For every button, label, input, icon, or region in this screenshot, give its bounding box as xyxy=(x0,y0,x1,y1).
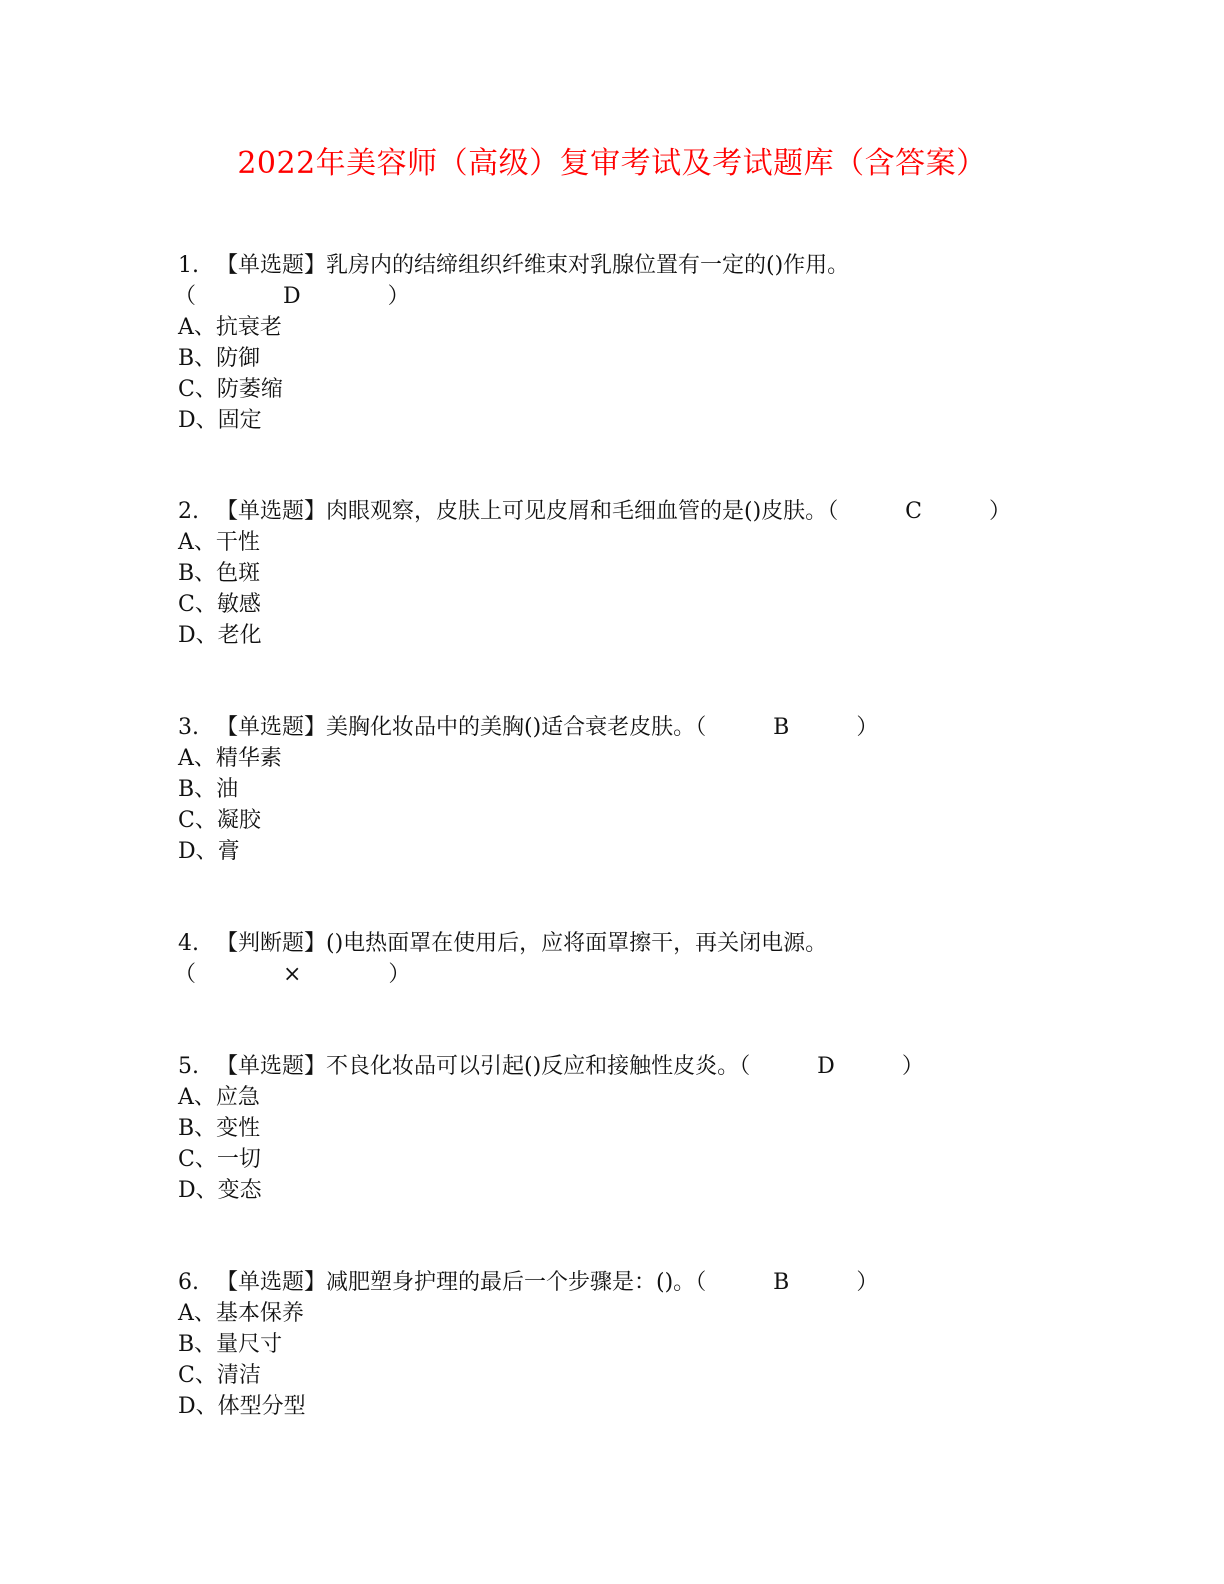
option-a: A、抗衰老 xyxy=(178,315,282,340)
answer-paren: （ B ） xyxy=(695,1270,909,1295)
question-stem-line xyxy=(178,1267,1058,1298)
option-b: B、防御 xyxy=(178,346,261,371)
question-number: 3. xyxy=(178,715,199,740)
option-d: D、变态 xyxy=(178,1178,262,1203)
question-5 xyxy=(178,1051,1058,1206)
answer-paren: （ D ） xyxy=(174,284,450,309)
question-stem-line xyxy=(178,1051,1058,1082)
option-b: B、变性 xyxy=(178,1116,261,1141)
question-type: 【单选题】 xyxy=(216,1054,327,1079)
question-stem-line xyxy=(178,928,1058,959)
option-b: B、色斑 xyxy=(178,561,261,586)
question-type: 【单选题】 xyxy=(216,253,327,278)
page-title: 2022年美容师（高级）复审考试及考试题库（含答案） xyxy=(237,146,987,181)
question-4 xyxy=(174,928,1058,990)
question-1 xyxy=(174,250,1058,436)
answer-paren: （ B ） xyxy=(695,715,909,740)
question-type: 【判断题】 xyxy=(216,931,327,956)
question-3 xyxy=(178,712,1058,867)
option-d: D、老化 xyxy=(178,623,262,648)
option-c: C、敏感 xyxy=(178,592,261,617)
option-d: D、体型分型 xyxy=(178,1394,306,1419)
option-a: A、干性 xyxy=(178,530,260,555)
question-stem: 肉眼观察，皮肤上可见皮屑和毛细血管的是()皮肤。 xyxy=(326,499,828,524)
question-6 xyxy=(178,1267,1058,1422)
option-c: C、一切 xyxy=(178,1147,261,1172)
option-d: D、固定 xyxy=(178,408,262,433)
question-stem: 减肥塑身护理的最后一个步骤是：()。 xyxy=(326,1270,696,1295)
option-a: A、精华素 xyxy=(178,746,282,771)
question-type: 【单选题】 xyxy=(216,715,327,740)
question-type: 【单选题】 xyxy=(216,499,327,524)
answer-paren: （ C ） xyxy=(827,499,1042,524)
question-number: 2. xyxy=(178,499,199,524)
question-stem: 乳房内的结缔组织纤维束对乳腺位置有一定的()作用。 xyxy=(326,253,850,278)
question-2 xyxy=(178,496,1058,651)
question-stem: 不良化妆品可以引起()反应和接触性皮炎。 xyxy=(326,1054,740,1079)
option-c: C、防萎缩 xyxy=(178,377,283,402)
option-a: A、应急 xyxy=(178,1085,260,1110)
option-d: D、膏 xyxy=(178,839,240,864)
option-c: C、凝胶 xyxy=(178,808,261,833)
question-stem: 美胸化妆品中的美胸()适合衰老皮肤。 xyxy=(326,715,696,740)
option-a: A、基本保养 xyxy=(178,1301,304,1326)
question-stem-line xyxy=(178,712,1058,743)
question-number: 5. xyxy=(178,1054,199,1079)
answer-paren: （ D ） xyxy=(739,1054,954,1079)
question-stem-line xyxy=(178,250,1058,281)
option-c: C、清洁 xyxy=(178,1363,261,1388)
answer-paren: （ × ） xyxy=(174,962,451,987)
question-number: 4. xyxy=(178,931,199,956)
question-stem: ()电热面罩在使用后，应将面罩擦干，再关闭电源。 xyxy=(326,931,828,956)
option-b: B、量尺寸 xyxy=(178,1332,283,1357)
question-number: 6. xyxy=(178,1270,199,1295)
option-b: B、油 xyxy=(178,777,239,802)
question-number: 1. xyxy=(178,253,199,278)
question-stem-line xyxy=(178,496,1058,527)
question-type: 【单选题】 xyxy=(216,1270,327,1295)
